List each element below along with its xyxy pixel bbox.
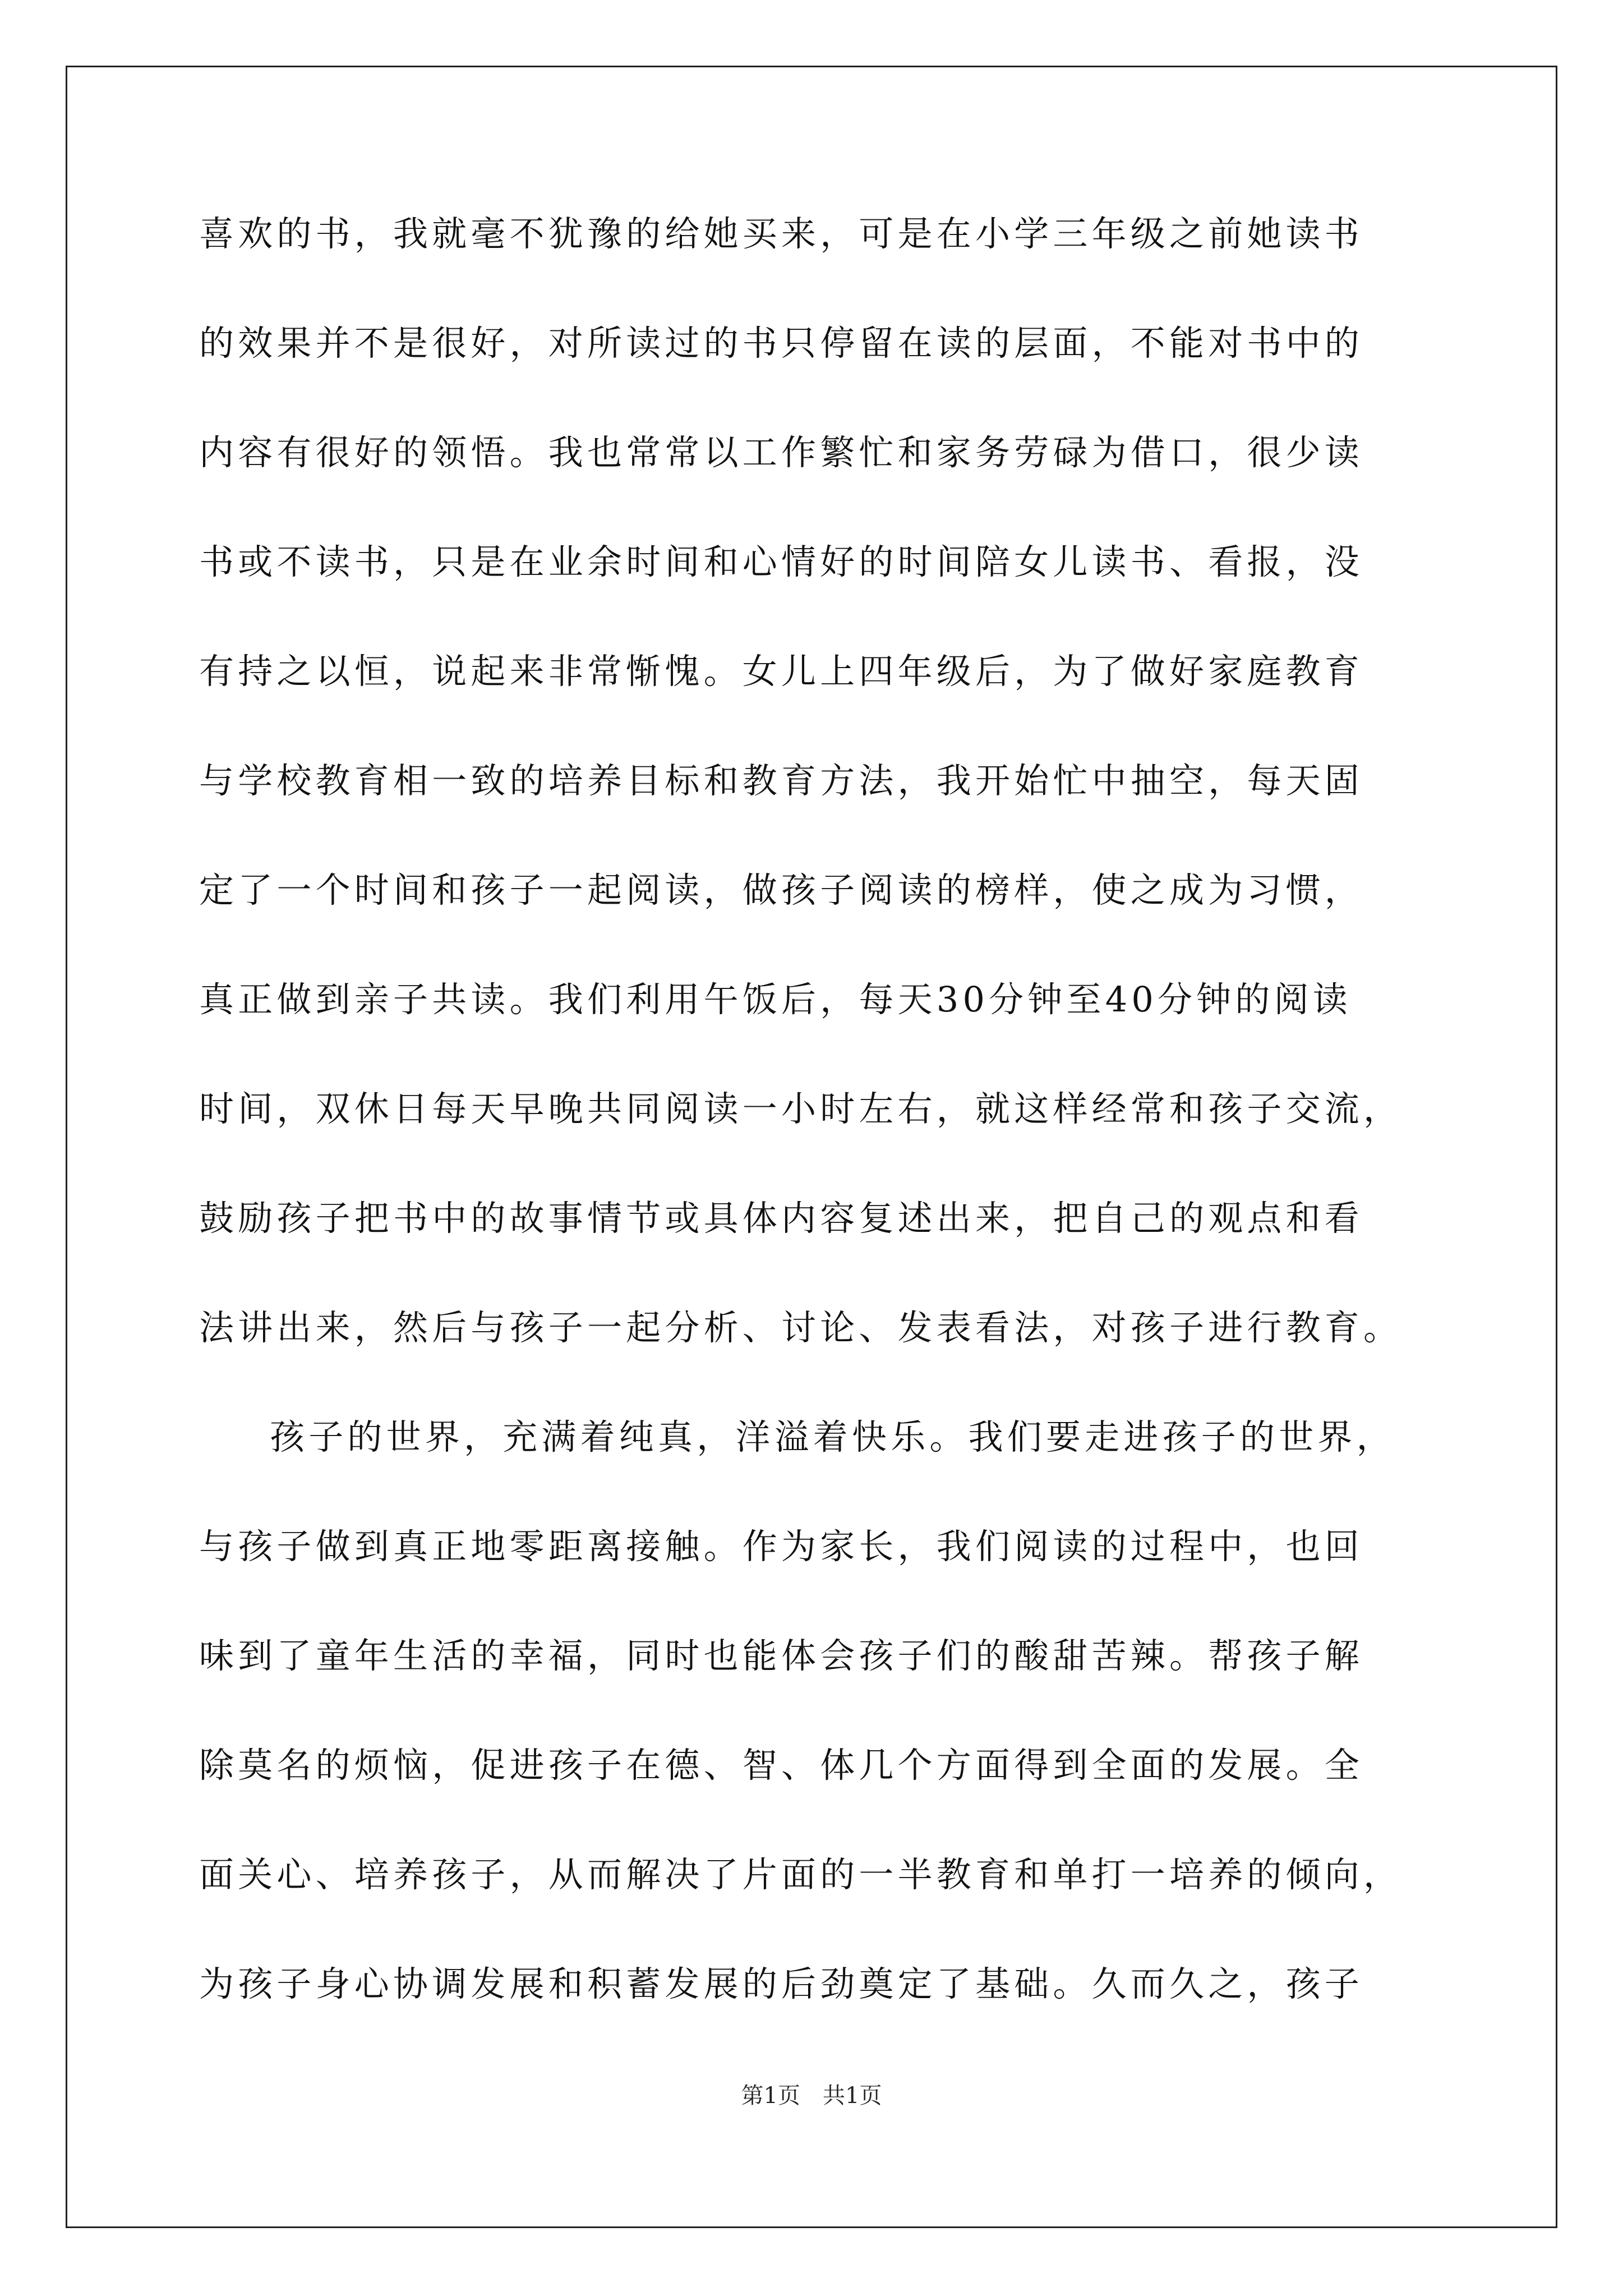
text-line: 与孩子做到真正地零距离接触。作为家长，我们阅读的过程中，也回 [199,1526,1364,1567]
text-line: 面关心、培养孩子，从而解决了片面的一半教育和单打一培养的倾向， [199,1854,1403,1895]
text-line: 鼓励孩子把书中的故事情节或具体内容复述出来，把自己的观点和看 [199,1198,1364,1239]
page-number-footer: 第1页 共1页 [741,2083,882,2109]
text-line: 的效果并不是很好，对所读过的书只停留在读的层面，不能对书中的 [199,323,1364,364]
text-line: 有持之以恒，说起来非常惭愧。女儿上四年级后，为了做好家庭教育 [199,651,1364,692]
text-line: 真正做到亲子共读。我们利用午饭后，每天30分钟至40分钟的阅读 [199,979,1352,1020]
text-line: 为孩子身心协调发展和积蓄发展的后劲奠定了基础。久而久之，孩子 [199,1963,1364,2004]
text-line: 定了一个时间和孩子一起阅读，做孩子阅读的榜样，使之成为习惯， [199,869,1364,910]
paragraph-start-line: 孩子的世界，充满着纯真，洋溢着快乐。我们要走进孩子的世界， [270,1416,1395,1457]
text-line: 内容有很好的领悟。我也常常以工作繁忙和家务劳碌为借口，很少读 [199,432,1364,473]
text-line: 法讲出来，然后与孩子一起分析、讨论、发表看法，对孩子进行教育。 [199,1307,1403,1348]
text-line: 时间，双休日每天早晚共同阅读一小时左右，就这样经常和孩子交流， [199,1088,1403,1129]
text-line: 味到了童年生活的幸福，同时也能体会孩子们的酸甜苦辣。帮孩子解 [199,1635,1364,1676]
text-line: 喜欢的书，我就毫不犹豫的给她买来，可是在小学三年级之前她读书 [199,213,1364,254]
text-line: 书或不读书，只是在业余时间和心情好的时间陪女儿读书、看报，没 [199,541,1364,582]
text-line: 与学校教育相一致的培养目标和教育方法，我开始忙中抽空，每天固 [199,760,1364,801]
body-text [199,213,1433,2076]
text-line: 除莫名的烦恼，促进孩子在德、智、体几个方面得到全面的发展。全 [199,1745,1364,1786]
